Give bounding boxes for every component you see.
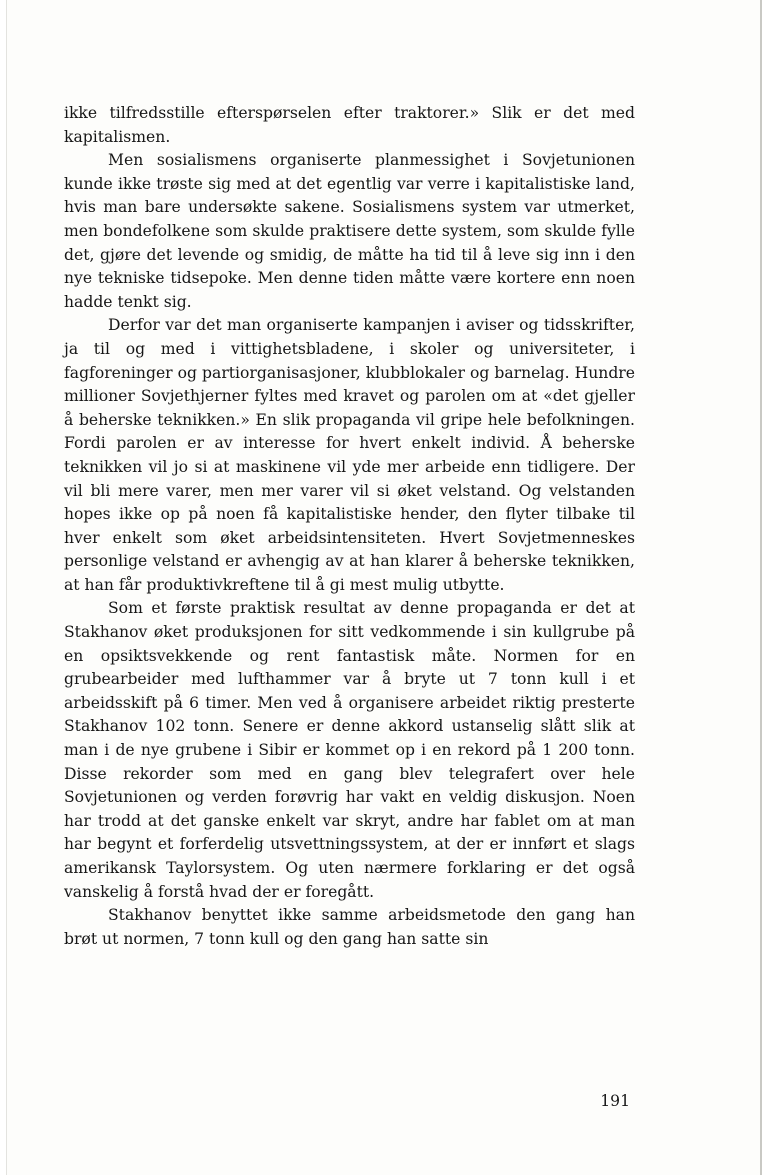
paragraph-5: Stakhanov benyttet ikke samme arbeidsmetode den gang han brøt ut normen, 7 tonn kull og den gang han satte sin	[64, 906, 635, 948]
paragraph-3: Derfor var det man organiserte kampanjen i aviser og tidsskrifter, ja til og med i vittighetsbladene, i skoler og universiteter, i fagforeninger og partiorganisasjoner, klubblokaler og barnelag. Hundre millioner Sovjethjerner fyltes med kravet og parolen om at «det gjeller å beherske teknikken.» En slik propaganda vil gripe hele befolkningen. Fordi parolen er av interesse for hvert enkelt individ. Å beherske teknikken vil jo si at maskinene vil yde mer arbeide enn tidligere. Der vil bli mere varer, men mer varer vil si øket velstand. Og velstanden hopes ikke op på noen få kapitalistiske hender, den flyter tilbake til hver enkelt som øket arbeidsintensiteten. Hvert Sovjetmenneskes personlige velstand er avhengig av at han klarer å beherske teknikken, at han får produktivkreftene til å gi mest mulig utbytte.	[64, 316, 635, 594]
paragraph-1: ikke tilfredsstille efterspørselen efter traktorer.» Slik er det med kapitalismen.	[64, 104, 635, 146]
page-number: 191	[600, 1092, 630, 1110]
paragraph-4: Som et første praktisk resultat av denne propaganda er det at Stakhanov øket produksjonen for sitt vedkommende i sin kullgrube på en opsiktsvekkende og rent fantastisk måte. Normen for en grubearbeider med lufthammer var å bryte ut 7 tonn kull i et arbeidsskift på 6 timer. Men ved å organisere arbeidet riktig presterte Stakhanov 102 tonn. Senere er denne akkord ustanselig slått slik at man i de nye grubene i Sibir er kommet op i en rekord på 1 200 tonn. Disse rekorder som med en gang blev telegrafert over hele Sovjetunionen og verden forøvrig har vakt en veldig diskusjon. Noen har trodd at det ganske enkelt var skryt, andre har fablet om at man har begynt et forferdelig utsvettningssystem, at der er innført et slags amerikansk Taylorsystem. Og uten nærmere forklaring er det også vanskelig å forstå hvad der er foregått.	[64, 599, 635, 901]
body-text	[64, 102, 635, 951]
paragraph-2: Men sosialismens organiserte planmessighet i Sovjetunionen kunde ikke trøste sig med at det egentlig var verre i kapitalistiske land, hvis man bare undersøkte sakene. Sosialismens system var utmerket, men bondefolkene som skulde praktisere dette system, som skulde fylle det, gjøre det levende og smidig, de måtte ha tid til å leve sig inn i den nye tekniske tidsepoke. Men denne tiden måtte være kortere enn noen hadde tenkt sig.	[64, 151, 635, 311]
